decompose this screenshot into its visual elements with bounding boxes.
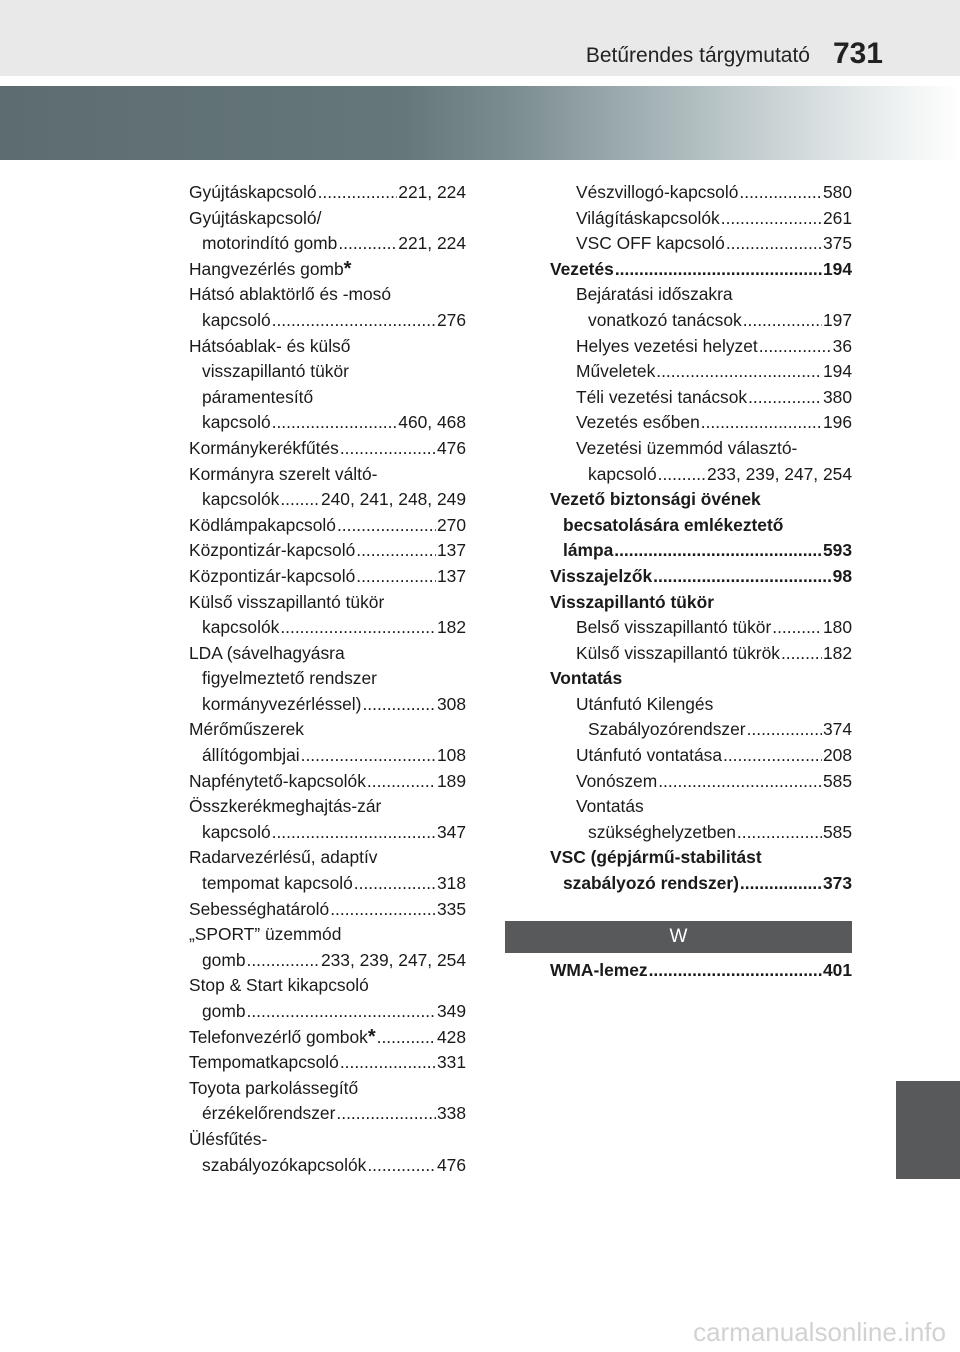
entry-page: 347 [436, 821, 466, 842]
entry-label: Stop & Start kikapcsoló [189, 975, 369, 996]
entry-page: 428 [436, 1026, 466, 1047]
dot-leader [247, 999, 436, 1025]
index-entry [550, 692, 852, 718]
index-entry [189, 410, 466, 436]
index-entry [189, 666, 466, 692]
entry-page: 476 [436, 1154, 466, 1175]
entry-label: páramentesítő [202, 386, 314, 407]
index-entry [550, 334, 852, 360]
entry-label: szükséghelyzetben [588, 821, 736, 842]
entry-page: 373 [822, 873, 852, 894]
dot-leader [280, 615, 436, 641]
index-entry [189, 820, 466, 846]
entry-label: Kormányra szerelt váltó- [189, 463, 378, 484]
entry-label: Ülésfűtés- [189, 1128, 268, 1149]
index-entry [189, 436, 466, 462]
entry-label: figyelmeztető rendszer [202, 668, 377, 689]
entry-label: Szabályozórendszer [588, 719, 746, 740]
dot-leader [337, 513, 436, 539]
dot-leader [743, 308, 822, 334]
index-entry [550, 590, 852, 616]
dot-leader [615, 257, 822, 283]
entry-page: 233, 239, 247, 254 [706, 463, 852, 484]
index-entry [550, 666, 852, 692]
dot-leader [318, 180, 398, 206]
index-entry [189, 308, 466, 334]
dot-leader [721, 206, 822, 232]
entry-page: 98 [832, 565, 852, 586]
entry-page: 276 [436, 309, 466, 330]
dot-leader [354, 871, 436, 897]
dot-leader [336, 1101, 436, 1127]
index-entry [189, 1153, 466, 1179]
dot-leader [739, 180, 822, 206]
dot-leader [247, 948, 320, 974]
index-entry [189, 794, 466, 820]
entry-label: állítógombjai [202, 745, 300, 766]
entry-page: 182 [822, 642, 852, 663]
dot-leader [740, 871, 822, 897]
dot-leader [737, 820, 822, 846]
entry-label: vonatkozó tanácsok [588, 309, 742, 330]
entry-label: Kormánykerékfűtés [189, 437, 339, 458]
entry-label: Visszapillantó tükör [550, 591, 714, 612]
dot-leader [649, 958, 822, 984]
entry-page: 401 [822, 960, 852, 980]
entry-label: gomb [202, 949, 246, 970]
entry-label: „SPORT” üzemmód [189, 924, 342, 945]
index-entry [550, 462, 852, 488]
index-entry [189, 359, 466, 385]
entry-label: Telefonvezérlő gombok [189, 1026, 368, 1047]
entry-page: 36 [832, 335, 852, 356]
entry-page: 108 [436, 745, 466, 766]
entry-page: 137 [436, 540, 466, 561]
index-entry [550, 820, 852, 846]
entry-page: 197 [822, 309, 852, 330]
entry-label: Vészvillogó-kapcsoló [576, 182, 739, 202]
dot-leader [272, 820, 436, 846]
entry-label: kapcsolók [202, 617, 280, 638]
entry-label: becsatolására emlékeztető [563, 514, 784, 535]
index-entry [189, 692, 466, 718]
entry-page: 180 [822, 617, 852, 638]
entry-label: Napfénytető-kapcsolók [189, 770, 366, 791]
index-entry [550, 385, 852, 411]
index-entry [189, 973, 466, 999]
index-entry [189, 871, 466, 897]
dot-leader [747, 717, 822, 743]
entry-label: Hátsóablak- és külső [189, 335, 351, 356]
entry-label: Külső visszapillantó tükör [189, 591, 385, 612]
entry-label: kapcsolók [202, 489, 280, 510]
entry-label: Vonószem [576, 770, 658, 791]
dot-leader [748, 385, 822, 411]
entry-page: 331 [436, 1052, 466, 1073]
dot-leader [301, 743, 436, 769]
dot-leader [723, 743, 822, 769]
entry-label: kapcsoló [202, 412, 271, 433]
index-entry [189, 769, 466, 795]
index-entry [189, 1050, 466, 1076]
index-entry [189, 334, 466, 360]
entry-label: kapcsoló [588, 463, 657, 484]
entry-label: Világításkapcsolók [576, 207, 720, 228]
dot-leader [367, 769, 436, 795]
entry-page: 593 [822, 540, 852, 561]
entry-label: Vezetés [550, 258, 614, 279]
dot-leader [367, 1153, 436, 1179]
entry-label: Utánfutó vontatása [576, 745, 722, 766]
entry-page: 349 [436, 1001, 466, 1021]
dot-leader [658, 769, 822, 795]
entry-label: WMA-lemez [550, 960, 648, 980]
index-entry [550, 641, 852, 667]
entry-page: 196 [822, 412, 852, 433]
entry-page: 476 [436, 437, 466, 458]
entry-label: Vezetési üzemmód választó- [576, 437, 798, 458]
index-entry [550, 717, 852, 743]
entry-page: 335 [436, 898, 466, 919]
index-entry [550, 257, 852, 283]
index-entry [550, 743, 852, 769]
index-entry [550, 410, 852, 436]
entry-label: érzékelőrendszer [202, 1103, 336, 1124]
index-column-right [550, 180, 852, 897]
chapter-tab [896, 1081, 960, 1179]
entry-label: Hangvezérlés gomb [189, 258, 344, 279]
entry-page: 374 [822, 719, 852, 740]
entry-label: kormányvezérléssel) [202, 693, 362, 714]
header-band [0, 0, 960, 76]
entry-label: Radarvezérlésű, adaptív [189, 847, 378, 868]
dot-leader [338, 231, 397, 257]
dot-leader [340, 436, 436, 462]
entry-label: visszapillantó tükör [202, 361, 349, 382]
index-entry [189, 615, 466, 641]
entry-label: szabályozó rendszer) [563, 873, 739, 894]
dot-leader [701, 410, 822, 436]
entry-page: 585 [822, 770, 852, 791]
entry-label: Toyota parkolássegítő [189, 1077, 359, 1098]
entry-label: tempomat kapcsoló [202, 873, 353, 894]
index-entry [550, 359, 852, 385]
entry-label: Mérőműszerek [189, 719, 305, 740]
entry-label: Visszajelzők [550, 565, 653, 586]
index-entry [189, 743, 466, 769]
entry-label: Sebességhatároló [189, 898, 330, 919]
index-entry [189, 564, 466, 590]
dot-leader [759, 334, 832, 360]
entry-label: Helyes vezetési helyzet [576, 335, 758, 356]
entry-label: gomb [202, 1001, 246, 1021]
entry-page: 380 [822, 386, 852, 407]
entry-label: Vezetés esőben [576, 412, 700, 433]
entry-page: 240, 241, 248, 249 [320, 489, 466, 510]
entry-page: 338 [436, 1103, 466, 1124]
entry-page: 318 [436, 873, 466, 894]
dot-leader [356, 538, 436, 564]
dot-leader [272, 308, 436, 334]
index-entry [189, 538, 466, 564]
watermark-text: carmanualsonline.info [693, 1317, 946, 1347]
index-entry [189, 462, 466, 488]
index-entry [550, 958, 852, 984]
entry-label: Gyújtáskapcsoló/ [189, 207, 322, 228]
entry-label: Műveletek [576, 361, 656, 382]
entry-label: kapcsoló [202, 821, 271, 842]
entry-label: Vontatás [550, 668, 623, 689]
index-entry [550, 487, 852, 513]
entry-page: 308 [436, 693, 466, 714]
index-entry [189, 641, 466, 667]
dot-leader [772, 615, 822, 641]
entry-page: 460, 468 [398, 412, 466, 433]
section-title: Betűrendes tárgymutató [585, 44, 810, 67]
entry-label: Tempomatkapcsoló [189, 1052, 339, 1073]
entry-label: Utánfutó Kilengés [576, 693, 714, 714]
entry-label: motorindító gomb [202, 233, 338, 254]
index-entry [189, 948, 466, 974]
dot-leader [653, 564, 832, 590]
letter-heading-w: W [505, 921, 852, 953]
entry-label: Összkerékmeghajtás-zár [189, 796, 382, 817]
index-entry [189, 1076, 466, 1102]
index-entry [550, 206, 852, 232]
header-divider [0, 76, 960, 86]
index-entry [550, 282, 852, 308]
index-entry [189, 282, 466, 308]
index-entry [189, 590, 466, 616]
entry-label: Vezető biztonsági övének [550, 489, 761, 510]
entry-page: 189 [436, 770, 466, 791]
index-entry [550, 794, 852, 820]
entry-page: 194 [822, 258, 852, 279]
entry-label: Téli vezetési tanácsok [576, 386, 748, 407]
index-entry [550, 845, 852, 871]
entry-label: Hátsó ablaktörlő és -mosó [189, 284, 392, 305]
entry-label: Központizár-kapcsoló [189, 565, 356, 586]
dot-leader [356, 564, 436, 590]
entry-page: 233, 239, 247, 254 [320, 949, 466, 970]
index-entry [189, 487, 466, 513]
dot-leader [340, 1050, 436, 1076]
entry-label: szabályozókapcsolók [202, 1154, 367, 1175]
index-entry [550, 436, 852, 462]
index-entry [189, 999, 466, 1025]
entry-label: Gyújtáskapcsoló [189, 182, 317, 202]
entry-page: 270 [436, 514, 466, 535]
index-entry [550, 513, 852, 539]
dot-leader [330, 897, 436, 923]
index-entry [189, 513, 466, 539]
dot-leader [377, 1025, 436, 1051]
page-number: 731 [832, 37, 883, 70]
index-entry [550, 538, 852, 564]
entry-label: Külső visszapillantó tükrök [576, 642, 780, 663]
index-entry [550, 180, 852, 206]
entry-page: 208 [822, 745, 852, 766]
index-entry: Hangvezérlés gomb * [189, 257, 466, 283]
entry-label: Ködlámpakapcsoló [189, 514, 336, 535]
index-entry [550, 308, 852, 334]
index-entry [550, 615, 852, 641]
entry-page: 137 [436, 565, 466, 586]
dot-leader [280, 487, 320, 513]
dot-leader [362, 692, 436, 718]
entry-page: 585 [822, 821, 852, 842]
index-entry [550, 231, 852, 257]
index-entry [550, 564, 852, 590]
entry-label: Vontatás [576, 796, 644, 817]
entry-label: Bejáratási időszakra [576, 284, 733, 305]
index-entry [189, 845, 466, 871]
index-entry [189, 1101, 466, 1127]
entry-label: lámpa [563, 540, 614, 561]
dot-leader [726, 231, 822, 257]
entry-page: 261 [822, 207, 852, 228]
index-entry [189, 1127, 466, 1153]
letter-w-entries [550, 958, 852, 984]
entry-page: 580 [822, 182, 852, 202]
entry-label: kapcsoló [202, 309, 271, 330]
dot-leader [656, 359, 822, 385]
dot-leader [781, 641, 822, 667]
index-entry [189, 385, 466, 411]
entry-page: 194 [822, 361, 852, 382]
entry-page: 375 [822, 233, 852, 254]
index-column-left [189, 180, 466, 1178]
entry-page: 221, 224 [398, 233, 466, 254]
index-entry [189, 717, 466, 743]
chapter-banner [0, 86, 960, 160]
index-entry: Telefonvezérlő gombok * ..... 428 [189, 1025, 466, 1051]
entry-label: Belső visszapillantó tükör [576, 617, 772, 638]
entry-label: VSC (gépjármű-stabilitást [550, 847, 762, 868]
dot-leader [614, 538, 822, 564]
entry-page: 182 [436, 617, 466, 638]
index-entry [189, 922, 466, 948]
entry-label: Központizár-kapcsoló [189, 540, 356, 561]
index-entry [189, 206, 466, 232]
dot-leader [272, 410, 398, 436]
index-entry [550, 871, 852, 897]
entry-page: 221, 224 [398, 182, 466, 202]
entry-label: VSC OFF kapcsoló [576, 233, 725, 254]
index-entry [550, 769, 852, 795]
index-entry [189, 897, 466, 923]
dot-leader [658, 462, 706, 488]
index-entry [189, 180, 466, 206]
index-entry [189, 231, 466, 257]
entry-label: LDA (sávelhagyásra [189, 642, 345, 663]
